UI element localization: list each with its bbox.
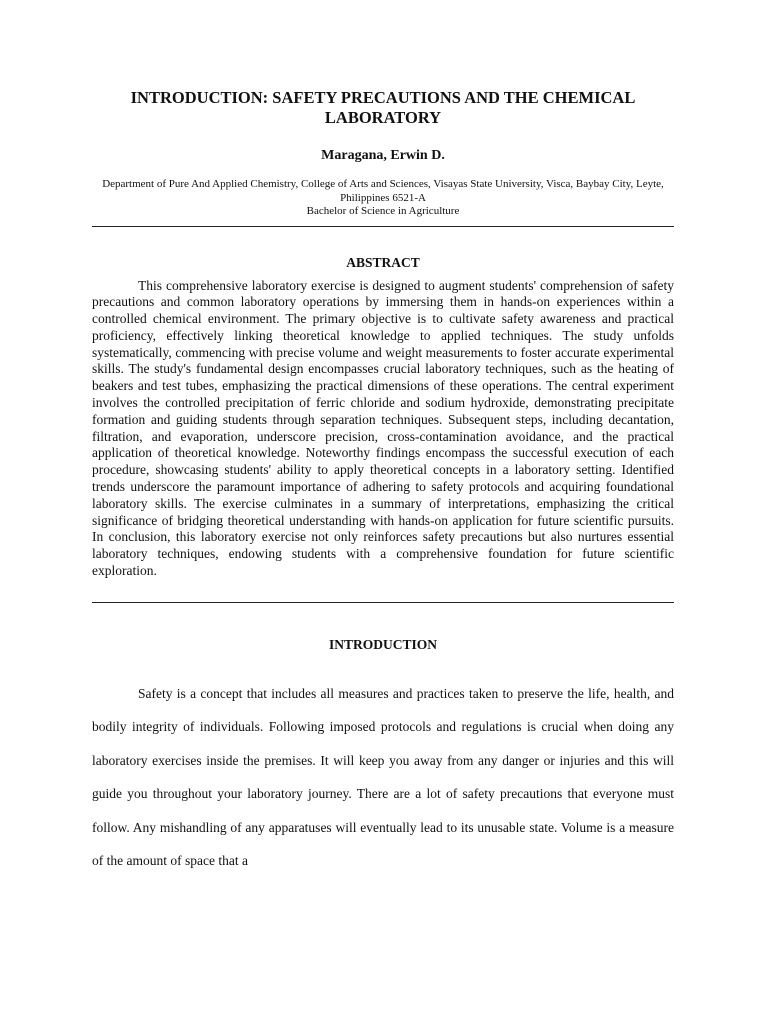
paper-title: INTRODUCTION: SAFETY PRECAUTIONS AND THE CHEMICAL LABORATORY — [130, 88, 636, 127]
divider-top — [92, 226, 674, 227]
divider-middle — [92, 602, 674, 603]
affiliation — [92, 178, 674, 219]
abstract-text: This comprehensive laboratory exercise is designed to augment students' comprehension of safety precautions and common laboratory operations by immersing them in hands-on experiences within a controlled chemical environment. The primary objective is to cultivate safety awareness and practical proficiency, effectively linking theoretical knowledge to applied techniques. The study unfolds systematically, commencing with precise volume and weight measurements to foster accurate experimental skills. The study's fundamental design encompasses crucial laboratory techniques, such as the heating of beakers and test tubes, emphasizing the practical dimensions of these operations. The central experiment involves the controlled precipitation of ferric chloride and sodium hydroxide, demonstrating precipitate formation and guiding students through separation techniques. Subsequent steps, including decantation, filtration, and evaporation, underscore precision, cross-contamination avoidance, and the practical application of theoretical knowledge. Noteworthy findings encompass the successful execution of each procedure, showcasing students' ability to apply theoretical concepts in a laboratory setting. Identified trends underscore the paramount importance of adhering to safety protocols and acquiring foundational laboratory skills. The exercise culminates in a summary of interpretations, emphasizing the critical significance of bridging theoretical understanding with hands-on application for future scientific pursuits. In conclusion, this laboratory exercise not only reinforces safety precautions but also nurtures essential laboratory techniques, endowing students with a comprehensive foundation for future scientific exploration. — [92, 277, 674, 579]
affiliation-program: Bachelor of Science in Agriculture — [306, 205, 460, 217]
introduction-text: Safety is a concept that includes all measures and practices taken to preserve the life, health, and bodily integrity of individuals. Following imposed protocols and regulations is crucial when doing any laboratory exercises inside the premises. It will keep you away from any danger or injuries and this will guide you throughout your laboratory journey. There are a lot of safety precautions that everyone must follow. Any mishandling of any apparatuses will eventually lead to its unusable state. Volume is a measure of the amount of space that a — [92, 685, 674, 869]
introduction-heading: INTRODUCTION — [328, 636, 437, 652]
abstract-heading: ABSTRACT — [346, 254, 420, 270]
author-name: Maragana, Erwin D. — [321, 148, 445, 163]
affiliation-department: Department of Pure And Applied Chemistry, College of Arts and Sciences, Visayas State University, Visca, Baybay City, Leyte, Philippines 6521-A — [102, 178, 664, 204]
document-page — [92, 88, 674, 878]
